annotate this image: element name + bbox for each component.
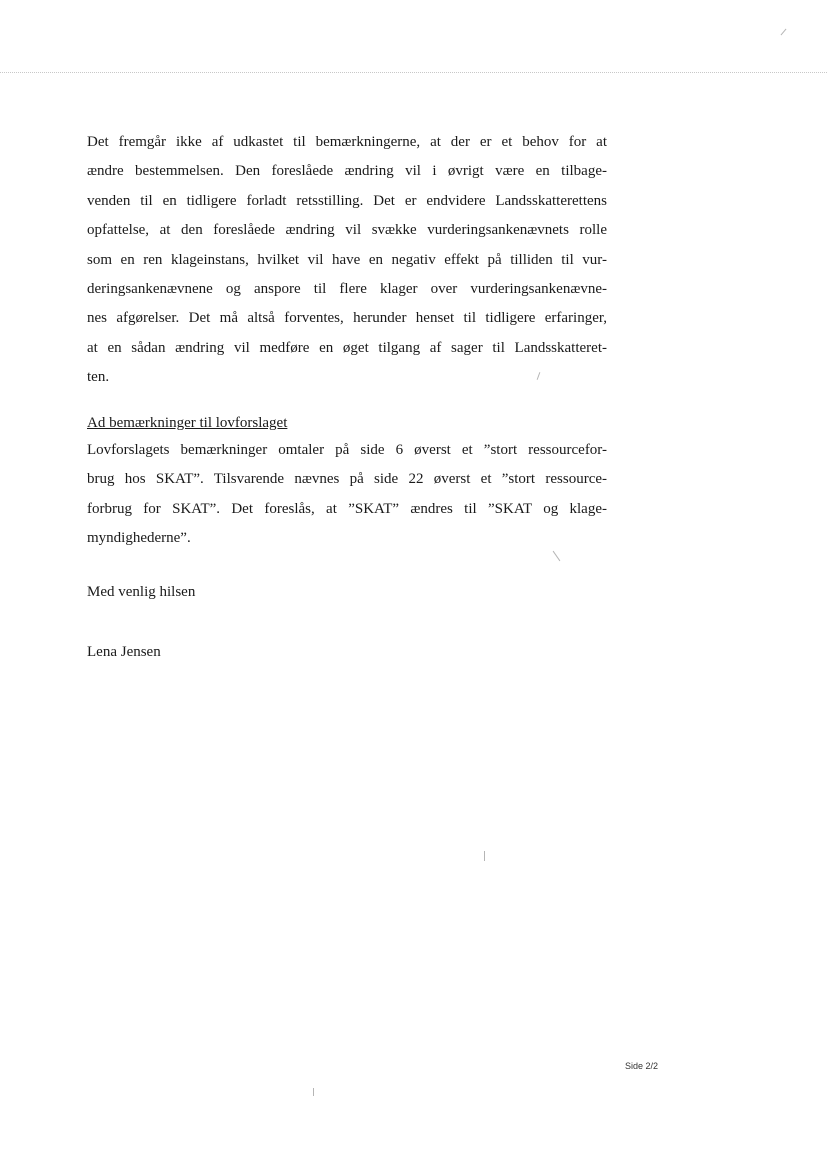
paragraph-line: venden til en tidligere forladt retsstilling. Det er endvidere Landsskatterettens (87, 192, 607, 209)
closing-salutation: Med venlig hilsen (87, 584, 196, 600)
paragraph-line: at en sådan ændring vil medføre en øget tilgang af sager til Landsskatteret- (87, 339, 607, 356)
scan-speck (313, 1088, 314, 1096)
paragraph-line: Lovforslagets bemærkninger omtaler på side 6 øverst et ”stort ressourcefor- (87, 442, 607, 458)
paragraph-line: opfattelse, at den foreslåede ændring vil svække vurderingsankenævnets rolle (87, 222, 607, 239)
paragraph-line: deringsankenævnene og anspore til flere klager over vurderingsankenævne- (87, 281, 607, 298)
paragraph-line: Det fremgår ikke af udkastet til bemærkningerne, at der er et behov for at (87, 134, 607, 150)
paragraph-1 (87, 128, 607, 393)
signature-name: Lena Jensen (87, 644, 161, 660)
paragraph-line: nes afgørelser. Det må altså forventes, herunder henset til tidligere erfaringer, (87, 310, 607, 327)
paragraph-line: myndighederne”. (87, 530, 191, 547)
section-heading-block (87, 411, 607, 435)
paragraph-line: forbrug for SKAT”. Det foreslås, at ”SKAT” ændres til ”SKAT og klage- (87, 500, 607, 517)
scan-speck (484, 851, 485, 861)
page-number: Side 2/2 (625, 1061, 659, 1071)
paragraph-line: brug hos SKAT”. Tilsvarende nævnes på side 22 øverst et ”stort ressource- (87, 471, 607, 488)
section-heading: Ad bemærkninger til lovforslaget (87, 415, 288, 431)
paragraph-line: som en ren klageinstans, hvilket vil have en negativ effekt på tilliden til vur- (87, 251, 607, 268)
paragraph-line: ten. (87, 369, 110, 386)
paragraph-2-text (87, 436, 607, 554)
paragraph-2 (87, 436, 607, 554)
scan-artifact-line (0, 72, 827, 73)
scan-speck (781, 29, 787, 36)
paragraph-line: ændre bestemmelsen. Den foreslåede ændring vil i øvrigt være en tilbage- (87, 163, 607, 180)
paragraph-1-text (87, 128, 607, 393)
